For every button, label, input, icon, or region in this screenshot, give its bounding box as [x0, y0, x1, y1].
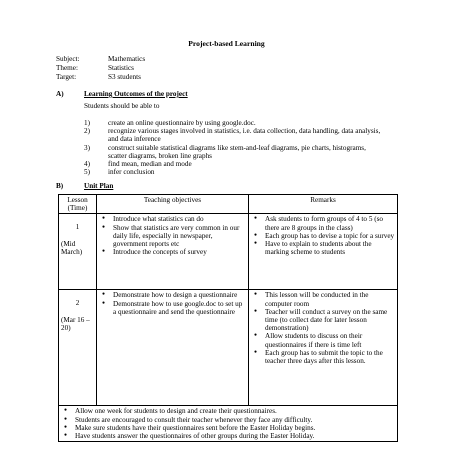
outcomes-list	[84, 119, 384, 176]
meta-value: Mathematics	[108, 55, 146, 63]
outcome-text: find mean, median and mode	[108, 160, 192, 169]
list-item: ● Have to explain to students about the marking scheme to students	[251, 240, 395, 256]
outcome-number: 3)	[84, 143, 90, 152]
outcome-number: 4)	[84, 160, 90, 169]
lesson-number: 1	[75, 223, 80, 232]
list-item: ● Demonstrate how to use google.doc to set up a questionnaire and send the questionnaire	[99, 300, 246, 316]
meta-row-theme	[56, 64, 145, 73]
list-item: ● Teacher will conduct a survey on the same time (to collect date for later lesson demonstration)	[251, 308, 395, 333]
list-item: ● Introduce the concepts of survey	[99, 248, 246, 256]
outcome-item	[84, 127, 384, 143]
outcome-text: recognize various stages involved in statistics, i.e. data collection, data handling, data analysis, and data inference	[108, 127, 381, 144]
table-row	[59, 290, 398, 406]
outcomes-intro: Students should be able to	[84, 102, 160, 110]
section-a-heading	[56, 90, 188, 98]
meta-key: Target:	[56, 73, 77, 81]
meta-value: S3 students	[108, 73, 141, 81]
header-lesson: Lesson (Time)	[59, 195, 97, 214]
outcome-text: infer conclusion	[108, 168, 155, 177]
section-b-heading	[56, 182, 113, 190]
meta-value: Statistics	[108, 64, 134, 72]
unit-plan-table	[58, 194, 398, 442]
list-item: ● Each group has to submit the topic to the teacher three days after this lesson.	[251, 349, 395, 365]
objectives-cell	[97, 290, 249, 406]
outcome-item	[84, 160, 384, 168]
section-title: Learning Outcomes of the project	[84, 90, 188, 98]
table-header-row	[59, 195, 398, 214]
list-item: ● Each group has to devise a topic for a survey	[251, 232, 395, 240]
outcome-number: 5)	[84, 168, 90, 177]
list-item: ● Show that statistics are very common in our daily life, especially in newspaper, government reports etc	[99, 224, 246, 249]
outcome-text: create an online questionnaire by using google.doc.	[108, 119, 256, 127]
outcome-text: construct suitable statistical diagrams like stem-and-leaf diagrams, pie charts, histograms, scatter diagrams, broken line graphs	[108, 143, 366, 160]
list-item: ● Have students answer the questionnaires of other groups during the Easter Holiday.	[61, 432, 395, 440]
list-item: ● Allow one week for students to design and create their questionnaires.	[61, 407, 395, 415]
outcome-number: 2)	[84, 127, 90, 136]
lesson-cell	[59, 214, 97, 290]
lesson-time: (Mar 16 – 20)	[61, 315, 90, 332]
table-row	[59, 214, 398, 290]
outcome-item	[84, 168, 384, 176]
list-item: ● Make sure students have their questionnaires sent before the Easter Holiday begins.	[61, 424, 395, 432]
remarks-cell	[249, 290, 398, 406]
section-label: A)	[56, 90, 64, 98]
lesson-time: (Mid March)	[61, 239, 83, 256]
lesson-cell	[59, 290, 97, 406]
list-item: ● Students are encouraged to consult their teacher whenever they face any difficulty.	[61, 416, 395, 424]
section-title: Unit Plan	[84, 182, 114, 190]
notes-cell	[59, 406, 398, 442]
outcome-item	[84, 119, 384, 127]
meta-row-subject	[56, 55, 145, 64]
header-objectives: Teaching objectives	[97, 195, 249, 214]
notes-row	[59, 406, 398, 442]
header-remarks: Remarks	[249, 195, 398, 214]
lesson-number: 2	[75, 299, 80, 308]
document-title: Project-based Learning	[188, 39, 265, 48]
list-item: ● Introduce what statistics can do	[99, 215, 246, 223]
remarks-cell	[249, 214, 398, 290]
list-item: ● Allow students to discuss on their questionnaires if there is time left	[251, 332, 395, 348]
list-item: ● This lesson will be conducted in the computer room	[251, 291, 395, 307]
section-label: B)	[56, 182, 64, 190]
objectives-cell	[97, 214, 249, 290]
meta-block	[56, 55, 145, 82]
meta-key: Theme:	[56, 64, 78, 72]
list-item: ● Ask students to form groups of 4 to 5 (so there are 8 groups in the class)	[251, 215, 395, 231]
list-item: ● Demonstrate how to design a questionnaire	[99, 291, 246, 299]
outcome-number: 1)	[84, 119, 90, 127]
meta-key: Subject:	[56, 55, 80, 63]
meta-row-target	[56, 73, 145, 82]
outcome-item	[84, 144, 384, 160]
